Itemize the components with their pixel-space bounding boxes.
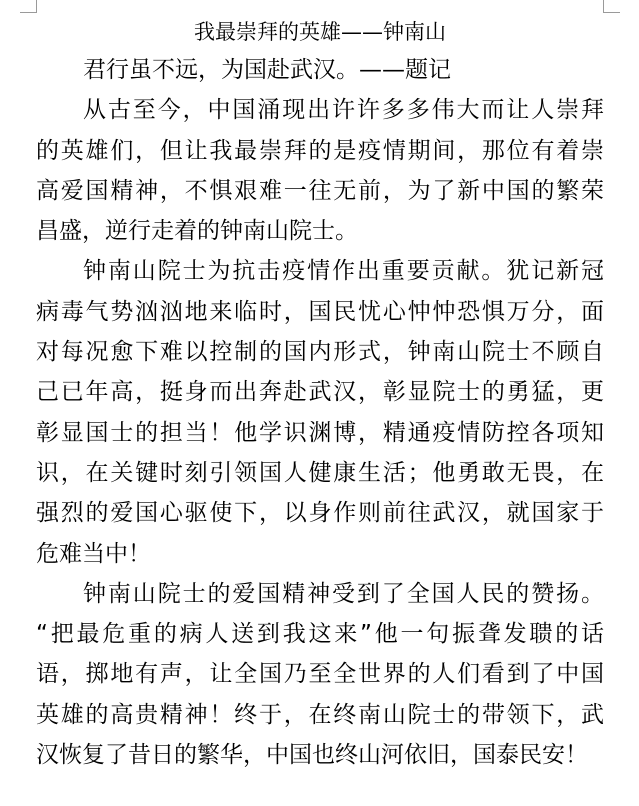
paragraph-1 [36, 90, 604, 251]
text-line: 钟南山院士为抗击疫情作出重要贡献。犹记新冠 [83, 258, 604, 285]
document-body [36, 14, 604, 775]
text-line: 英雄的高贵精神！终于，在终南山院士的带领下，武 [36, 701, 604, 728]
paragraph-2 [36, 251, 604, 573]
text-line: 从古至今，中国涌现出许许多多伟大而让人崇拜 [83, 97, 604, 124]
essay-title: 我最崇拜的英雄——钟南山 [194, 20, 446, 44]
text-line: 强烈的爱国心驱使下，以身作则前往武汉，就国家于 [36, 500, 604, 527]
margin-corner-mark-left [20, 0, 37, 13]
text-line: 危难当中！ [36, 540, 151, 567]
text-line: 高爱国精神，不惧艰难一往无前，为了新中国的繁荣 [36, 177, 604, 204]
text-line: 语，掷地有声，让全国乃至全世界的人们看到了中国 [36, 661, 604, 688]
text-line: 的英雄们，但让我最崇拜的是疫情期间，那位有着崇 [36, 137, 604, 164]
epigraph: 君行虽不远，为国赴武汉。——题记 [83, 57, 451, 83]
margin-corner-mark-right [603, 0, 620, 13]
text-line: 钟南山院士的爱国精神受到了全国人民的赞扬。 [83, 580, 604, 607]
text-line: 彰显国士的担当！他学识渊博，精通疫情防控各项知 [36, 419, 604, 446]
text-line: 病毒气势汹汹地来临时，国民忧心忡忡恐惧万分，面 [36, 298, 604, 325]
text-line: 汉恢复了昔日的繁华，中国也终山河依旧，国泰民安！ [36, 742, 588, 769]
text-line: 昌盛，逆行走着的钟南山院士。 [36, 218, 358, 245]
text-line: “把最危重的病人送到我这来”他一句振聋发聩的话 [36, 621, 604, 648]
text-line: 识，在关键时刻引领国人健康生活；他勇敢无畏，在 [36, 459, 604, 486]
paragraph-3 [36, 574, 604, 775]
text-line: 己已年高，挺身而出奔赴武汉，彰显院士的勇猛，更 [36, 379, 604, 406]
text-line: 对每况愈下难以控制的国内形式，钟南山院士不顾自 [36, 339, 604, 366]
